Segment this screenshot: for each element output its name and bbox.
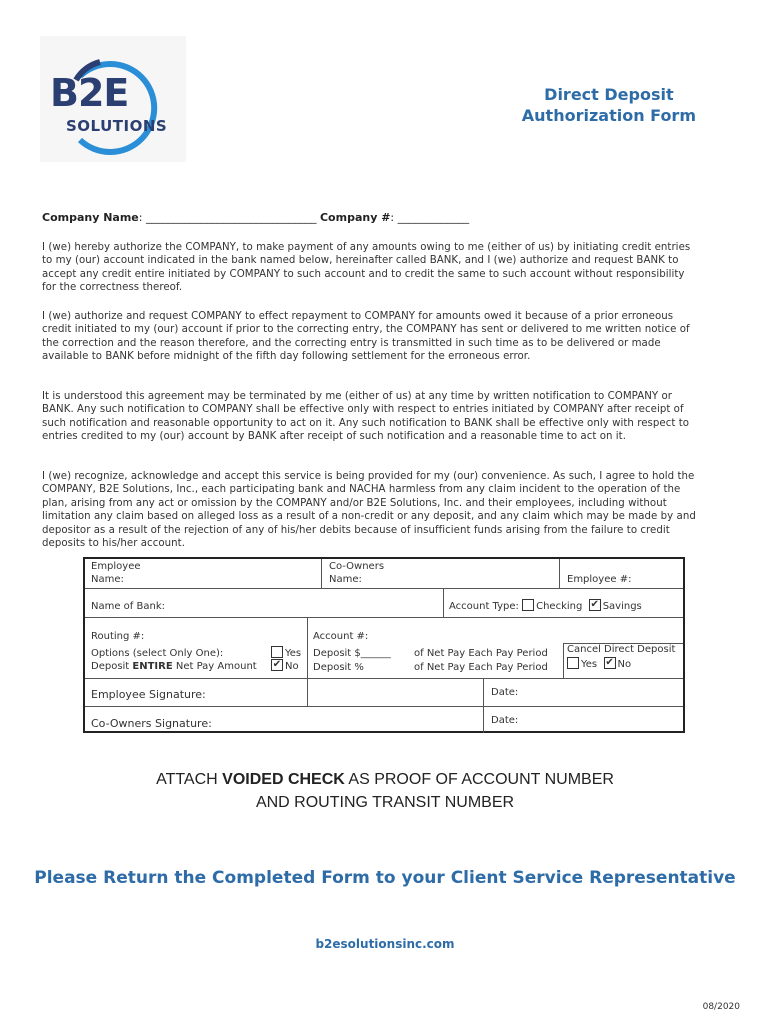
paragraph-indemnity: I (we) recognize, acknowledge and accept this service is being provided for my (our) convenience. As such, I agree to hold the COMPANY, B2E Solutions, Inc., each participating bank and NACHA harmless from any claim incident to the operation of the plan, arising from any act or omission by the COMPANY and/or B2E Solutions, Inc. and their employees, including without limitation any claim based on alleged loss as a result of a non-credit or any deposit, and any claim which may be made by and depositor as a result of the rejection of any of his/her debits because of insufficient funds arising from the failure to credit deposits to his/her account. <box>42 471 696 550</box>
paragraph-authorization: I (we) hereby authorize the COMPANY, to make payment of any amounts owing to me (either of us) by initiating credit entries to my (our) account indicated in the bank named below, hereinafter called BANK, and I (we) authorize and request BANK to accept any credit entire initiated by COMPANY to such account and to credit the same to such account without responsibility for the correctness thereof. <box>42 242 691 294</box>
employee-signature-field[interactable]: Employee Signature: <box>91 688 206 701</box>
logo-mark: B2E <box>50 71 129 115</box>
checking-checkbox[interactable] <box>522 599 534 611</box>
attach-line-1: ATTACH VOIDED CHECK AS PROOF OF ACCOUNT NUMBER <box>156 771 614 788</box>
deposit-dollar-field[interactable]: Deposit $______ <box>313 648 391 659</box>
entire-no-checkbox[interactable]: ✔ <box>272 659 282 670</box>
paragraph-repayment: I (we) authorize and request COMPANY to effect repayment to COMPANY for amounts owed it because of a prior erroneous credit initiated to my (our) account if prior to the correcting entry, the COMPANY has sent or delivered to me written notice of the correction and the reason therefore, and the correcting entry is transmitted in such time as to be delivered or made available to BANK before midnight of the fifth day following settlement for the erroneous error. <box>42 311 690 363</box>
form-date-code: 08/2020 <box>702 1002 740 1012</box>
company-number-field[interactable]: : _____________ <box>390 211 470 224</box>
account-type-group <box>449 600 642 613</box>
cancel-no-checkbox[interactable]: ✔ <box>605 657 614 668</box>
coowners-name-field[interactable] <box>329 560 384 586</box>
savings-label: Savings <box>602 601 642 612</box>
cancel-yes-checkbox[interactable] <box>567 657 579 669</box>
cancel-options: Yes ✔ No <box>567 658 631 671</box>
company-name-label: Company Name <box>42 211 139 224</box>
entire-yes-option[interactable]: Yes <box>271 647 301 660</box>
employee-name-label-2: Name: <box>91 574 124 585</box>
savings-checkbox[interactable]: ✔ <box>590 599 599 610</box>
title-line-2: Authorization Form <box>521 106 696 125</box>
deposit-form <box>83 557 685 733</box>
company-number-label: Company # <box>319 211 391 224</box>
checking-label: Checking <box>536 601 583 612</box>
net-pay-each-label-2: of Net Pay Each Pay Period <box>414 662 548 673</box>
net-pay-each-label-1: of Net Pay Each Pay Period <box>414 648 548 659</box>
coowners-date-field[interactable]: Date: <box>491 715 519 726</box>
options-label: Options (select Only One): <box>91 648 224 659</box>
deposit-percent-field[interactable]: Deposit % <box>313 662 364 673</box>
page-title <box>522 84 696 126</box>
entire-yes-checkbox[interactable] <box>271 646 283 658</box>
entire-option-label: Deposit ENTIRE Net Pay Amount <box>91 661 257 672</box>
employee-name-field[interactable] <box>91 560 141 586</box>
cancel-deposit-label: Cancel Direct Deposit <box>567 644 676 655</box>
company-line <box>42 211 469 224</box>
company-name-field[interactable]: : _______________________________ <box>138 211 317 224</box>
entire-no-option[interactable]: ✔ No <box>272 659 299 672</box>
attach-voided-check-note <box>0 768 770 814</box>
coowners-name-label-1: Co-Owners <box>329 561 385 572</box>
title-line-1: Direct Deposit <box>544 85 674 104</box>
paragraph-termination: It is understood this agreement may be terminated by me (either of us) at any time by written notification to COMPANY or BANK. Any such notification to COMPANY shall be effective only with respect to entries initiated by COMPANY after receipt of such notification and reasonable opportunity to act on it. Any such notification to BANK shall be effective only with respect to entries credited to my (our) account by BANK after receipt of such notification and a reasonable time to act on it. <box>42 391 690 443</box>
employee-date-field[interactable]: Date: <box>491 687 519 698</box>
attach-line-2: AND ROUTING TRANSIT NUMBER <box>255 794 515 811</box>
return-instructions: Please Return the Completed Form to your Client Service Representative <box>34 868 736 888</box>
website-link[interactable]: b2esolutionsinc.com <box>315 937 455 951</box>
employee-name-label-1: Employee <box>91 561 141 572</box>
coowners-signature-field[interactable]: Co-Owners Signature: <box>91 717 212 730</box>
employee-number-field[interactable]: Employee #: <box>567 574 632 585</box>
routing-field[interactable]: Routing #: <box>91 631 145 642</box>
bank-name-field[interactable]: Name of Bank: <box>91 601 165 612</box>
account-number-field[interactable]: Account #: <box>313 631 369 642</box>
logo-subtext: SOLUTIONS <box>66 117 168 135</box>
coowners-name-label-2: Name: <box>329 574 362 585</box>
account-type-label: Account Type: <box>449 601 519 612</box>
